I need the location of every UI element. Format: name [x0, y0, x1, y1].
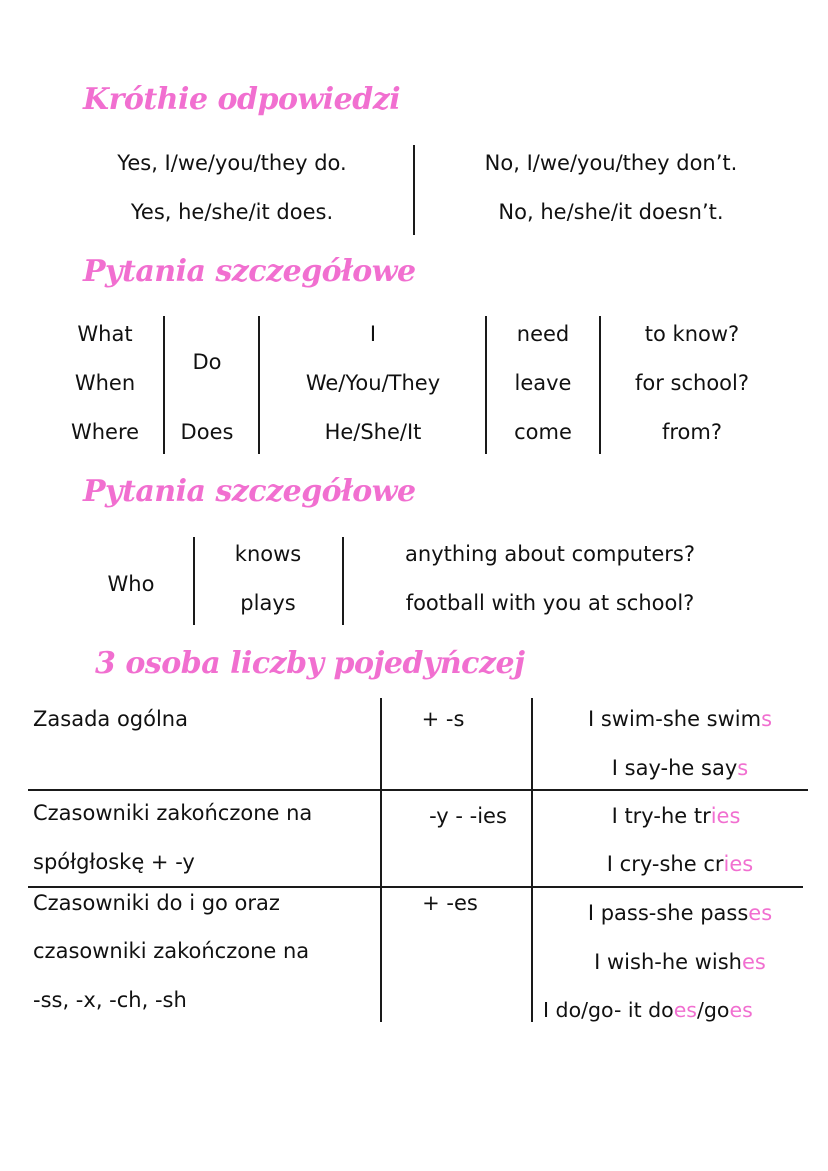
rule-consonant-y-line-1: Czasowniki zakończone na [33, 801, 313, 825]
ending-to-know: to know? [644, 322, 740, 346]
rule-es-line-3: -ss, -x, -ch, -sh [33, 988, 187, 1012]
third-person-heading: 3 osoba liczby pojedyńczej [95, 646, 525, 681]
rules-divider-1 [380, 698, 382, 1022]
short-answers-heading: Króthie odpowiedzi [83, 82, 401, 117]
change-s: + -s [421, 707, 465, 731]
rules-row-separator-1 [28, 789, 808, 791]
change-ies: -y - -ies [429, 804, 507, 828]
rule-general: Zasada ogólna [33, 707, 188, 731]
ending-for-school: for school? [634, 371, 750, 395]
ending-computers: anything about computers? [405, 542, 695, 566]
wh-questions-heading: Pytania szczegółowe [83, 254, 416, 289]
subject-we-you-they: We/You/They [305, 371, 441, 395]
change-es: + -es [422, 891, 478, 915]
subject-questions-heading: Pytania szczegółowe [83, 474, 416, 509]
question-word-when: When [74, 371, 136, 395]
example-wish: I wish-he wishes [594, 950, 766, 974]
rule-es-line-1: Czasowniki do i go oraz [33, 891, 280, 915]
example-swim: I swim-she swims [587, 707, 773, 731]
short-answers-divider [413, 145, 415, 235]
example-do-go: I do/go- it does/goes [543, 998, 753, 1022]
question-word-what: What [77, 322, 133, 346]
subject-i: I [369, 322, 377, 346]
example-pass: I pass-she passes [587, 901, 773, 925]
who-divider-1 [193, 537, 195, 625]
positive-answer-singular: Yes, he/she/it does. [130, 200, 334, 224]
example-cry: I cry-she cries [606, 852, 754, 876]
wh-divider-2 [258, 316, 260, 454]
who-divider-2 [342, 537, 344, 625]
question-word-where: Where [70, 420, 140, 444]
wh-divider-1 [163, 316, 165, 454]
verb-leave: leave [514, 371, 572, 395]
wh-divider-3 [485, 316, 487, 454]
rules-divider-2 [531, 698, 533, 1022]
subject-he-she-it: He/She/It [324, 420, 422, 444]
ending-from: from? [661, 420, 723, 444]
verb-knows: knows [234, 542, 302, 566]
wh-divider-4 [599, 316, 601, 454]
rule-es-line-2: czasowniki zakończone na [33, 939, 310, 963]
rule-consonant-y-line-2: spółgłoskę + -y [33, 850, 195, 874]
positive-answer-plural: Yes, I/we/you/they do. [117, 151, 347, 175]
verb-need: need [516, 322, 570, 346]
negative-answer-singular: No, he/she/it doesn’t. [498, 200, 724, 224]
rules-row-separator-2 [28, 886, 803, 888]
auxiliary-does: Does [180, 420, 234, 444]
example-try: I try-he tries [611, 804, 741, 828]
auxiliary-do: Do [192, 350, 222, 374]
verb-come: come [514, 420, 572, 444]
question-word-who: Who [107, 572, 155, 596]
negative-answer-plural: No, I/we/you/they don’t. [484, 151, 738, 175]
verb-plays: plays [240, 591, 296, 615]
ending-football: football with you at school? [405, 591, 695, 615]
example-say: I say-he says [611, 756, 749, 780]
